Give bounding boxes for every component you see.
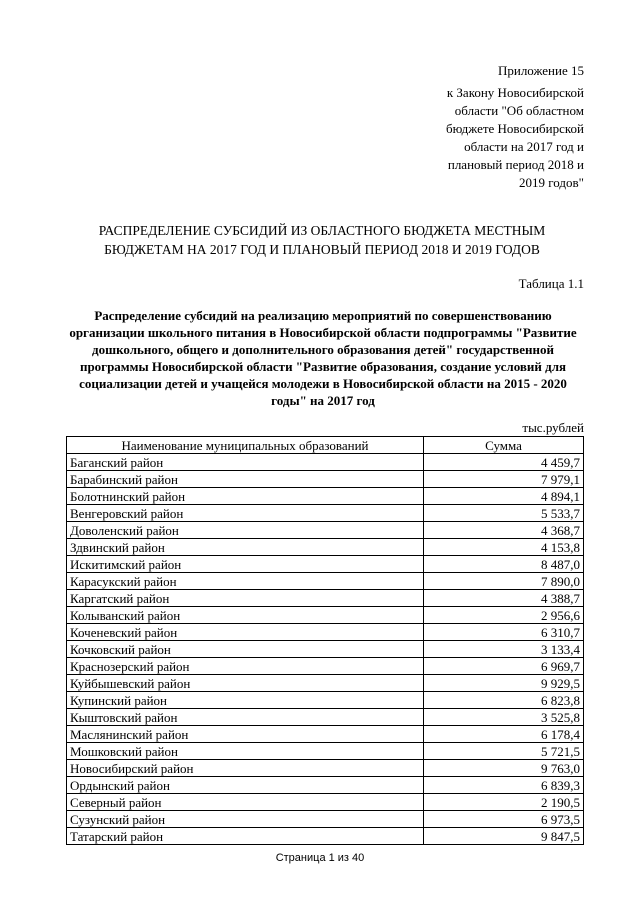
table-row [67, 658, 584, 675]
subsidy-amount: 4 459,7 [424, 454, 584, 471]
subsidy-amount: 4 894,1 [424, 488, 584, 505]
municipality-name: Купинский район [67, 692, 424, 709]
header-amount: Сумма [424, 437, 584, 454]
table-header-row [67, 437, 584, 454]
table-row [67, 590, 584, 607]
municipality-name: Здвинский район [67, 539, 424, 556]
appendix-title: Приложение 15 [497, 63, 584, 78]
municipality-name: Карасукский район [67, 573, 424, 590]
appendix-reference [446, 84, 584, 192]
municipality-name: Болотнинский район [67, 488, 424, 505]
table-row [67, 607, 584, 624]
appendix-line: области "Об областном [454, 103, 584, 118]
subsidy-amount: 2 190,5 [424, 794, 584, 811]
table-row [67, 488, 584, 505]
table-row [67, 505, 584, 522]
municipality-name: Доволенский район [67, 522, 424, 539]
municipality-name: Мошковский район [67, 743, 424, 760]
municipality-name: Барабинский район [67, 471, 424, 488]
table-body [67, 454, 584, 845]
subsidy-amount: 5 533,7 [424, 505, 584, 522]
document-title [60, 221, 584, 259]
municipality-name: Каргатский район [67, 590, 424, 607]
table-row [67, 726, 584, 743]
appendix-line: области на 2017 год и [464, 139, 584, 154]
table-row [67, 692, 584, 709]
subsidy-amount: 6 178,4 [424, 726, 584, 743]
municipality-name: Баганский район [67, 454, 424, 471]
table-row [67, 624, 584, 641]
table-row [67, 760, 584, 777]
subsidy-amount: 5 721,5 [424, 743, 584, 760]
table-row [67, 556, 584, 573]
municipality-name: Северный район [67, 794, 424, 811]
municipality-name: Ордынский район [67, 777, 424, 794]
table-row [67, 777, 584, 794]
municipality-name: Кочковский район [67, 641, 424, 658]
table-row [67, 471, 584, 488]
subsidy-amount: 6 839,3 [424, 777, 584, 794]
units-label: тыс.рублей [522, 420, 584, 435]
page-footer: Страница 1 из 40 [275, 852, 365, 864]
table-number: Таблица 1.1 [518, 276, 584, 291]
subsidy-amount: 6 973,5 [424, 811, 584, 828]
appendix-line: плановый период 2018 и [447, 157, 584, 172]
subsidy-amount: 3 133,4 [424, 641, 584, 658]
table-row [67, 522, 584, 539]
table-row [67, 811, 584, 828]
subsidy-amount: 6 310,7 [424, 624, 584, 641]
table-caption-line: организации школьного питания в Новосибирской области подпрограммы "Развитие [69, 325, 577, 340]
table-row [67, 743, 584, 760]
appendix-line: к Закону Новосибирской [446, 85, 584, 100]
subsidy-amount: 7 979,1 [424, 471, 584, 488]
subsidy-amount: 3 525,8 [424, 709, 584, 726]
subsidy-amount: 9 929,5 [424, 675, 584, 692]
subsidy-amount: 6 969,7 [424, 658, 584, 675]
table-caption-line: Распределение субсидий на реализацию мероприятий по совершенствованию [94, 308, 552, 323]
appendix-line: бюджете Новосибирской [445, 121, 584, 136]
table-caption-line: дошкольного, общего и дополнительного образования детей" государственной [92, 342, 554, 357]
table-row [67, 828, 584, 845]
municipality-name: Колыванский район [67, 607, 424, 624]
table-row [67, 641, 584, 658]
municipality-name: Маслянинский район [67, 726, 424, 743]
table-row [67, 454, 584, 471]
subsidy-amount: 9 763,0 [424, 760, 584, 777]
table-caption [62, 307, 584, 409]
table-caption-line: социализации детей и учащейся молодежи в Новосибирской области на 2015 - 2020 [79, 376, 567, 391]
subsidy-amount: 8 487,0 [424, 556, 584, 573]
subsidy-amount: 6 823,8 [424, 692, 584, 709]
municipality-name: Куйбышевский район [67, 675, 424, 692]
table-caption-line: программы Новосибирской области "Развитие образования, создание условий для [79, 359, 567, 374]
subsidy-amount: 2 956,6 [424, 607, 584, 624]
municipality-name: Венгеровский район [67, 505, 424, 522]
municipality-name: Кыштовский район [67, 709, 424, 726]
table-row [67, 539, 584, 556]
subsidy-table [66, 436, 584, 845]
municipality-name: Коченевский район [67, 624, 424, 641]
document-title-line: БЮДЖЕТАМ НА 2017 ГОД И ПЛАНОВЫЙ ПЕРИОД 2018 И 2019 ГОДОВ [104, 242, 540, 257]
subsidy-amount: 4 153,8 [424, 539, 584, 556]
subsidy-amount: 4 388,7 [424, 590, 584, 607]
subsidy-amount: 7 890,0 [424, 573, 584, 590]
table-row [67, 675, 584, 692]
header-municipality: Наименование муниципальных образований [67, 437, 424, 454]
table-row [67, 794, 584, 811]
municipality-name: Сузунский район [67, 811, 424, 828]
subsidy-amount: 9 847,5 [424, 828, 584, 845]
document-title-line: РАСПРЕДЕЛЕНИЕ СУБСИДИЙ ИЗ ОБЛАСТНОГО БЮДЖЕТА МЕСТНЫМ [98, 223, 546, 238]
table-row [67, 709, 584, 726]
table-row [67, 573, 584, 590]
appendix-line: 2019 годов" [519, 175, 584, 190]
municipality-name: Татарский район [67, 828, 424, 845]
municipality-name: Краснозерский район [67, 658, 424, 675]
subsidy-amount: 4 368,7 [424, 522, 584, 539]
municipality-name: Новосибирский район [67, 760, 424, 777]
municipality-name: Искитимский район [67, 556, 424, 573]
table-caption-line: годы" на 2017 год [271, 393, 375, 408]
